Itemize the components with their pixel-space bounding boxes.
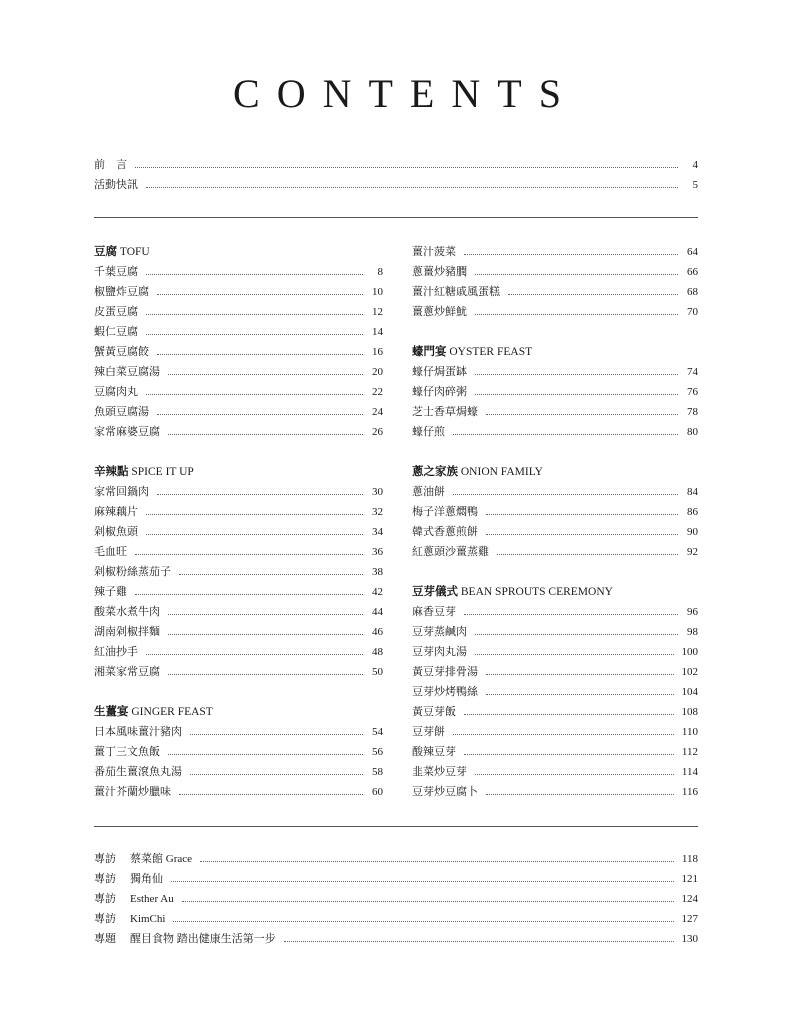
entry-page: 5 [692,179,698,191]
toc-entry[interactable] [94,175,698,195]
toc-entry[interactable] [412,642,698,662]
entry-page: 78 [687,406,698,418]
dot-leader [475,393,678,395]
toc-entry[interactable] [412,382,698,402]
dot-leader [146,393,363,395]
toc-entry[interactable] [412,622,698,642]
entry-page: 70 [687,306,698,318]
entry-label: 活動快訊 [94,179,138,191]
dot-leader [146,333,363,335]
entry-label: 韓式香蔥煎餅 [412,526,478,538]
toc-entry[interactable] [94,342,383,362]
entry-label: 剁椒粉絲蒸茄子 [94,566,171,578]
interview-entry[interactable] [94,909,698,929]
dot-leader [157,293,363,295]
entry-label: 家常回鍋肉 [94,486,149,498]
entry-page: 34 [372,526,383,538]
toc-entry[interactable] [94,722,383,742]
entry-page: 80 [687,426,698,438]
section-heading-en: GINGER FEAST [131,706,213,718]
section-heading-en: ONION FAMILY [460,466,543,478]
section-heading-zh: 蠔門宴 [412,346,447,358]
entry-page: 36 [372,546,383,558]
entry-page: 4 [692,159,698,171]
entry-page: 46 [372,626,383,638]
dot-leader [475,633,678,635]
entry-label: 湖南剁椒拌麵 [94,626,160,638]
entry-page: 24 [372,406,383,418]
toc-entry[interactable] [412,282,698,302]
dot-leader [168,673,363,675]
dot-leader [453,433,678,435]
toc-entry[interactable] [412,302,698,322]
interview-entry[interactable] [94,889,698,909]
entry-page: 60 [372,786,383,798]
entry-page: 64 [687,246,698,258]
dot-leader [135,593,363,595]
dot-leader [168,433,363,435]
toc-entry[interactable] [94,622,383,642]
toc-entry[interactable] [412,722,698,742]
entry-label: 酸菜水煮牛肉 [94,606,160,618]
toc-entry[interactable] [94,662,383,682]
entry-page: 127 [681,913,698,925]
dot-leader [146,513,363,515]
entry-label: 梅子洋蔥燜鴨 [412,506,478,518]
dot-leader [486,673,674,675]
section-heading [94,702,383,722]
toc-entry[interactable] [94,542,383,562]
divider-top [94,217,698,218]
entry-label: 酸辣豆芽 [412,746,456,758]
entry-label: 麻香豆芽 [412,606,456,618]
section-heading [94,242,383,262]
entry-page: 22 [372,386,383,398]
toc-entry[interactable] [94,582,383,602]
dot-leader [168,753,363,755]
section-heading [412,342,698,362]
toc-entry[interactable] [94,742,383,762]
section-heading-en: SPICE IT UP [131,466,194,478]
toc-entry[interactable] [412,542,698,562]
entry-label: 豆芽炒豆腐卜 [412,786,478,798]
entry-label: 前 言 [94,159,127,171]
interview-prefix: 專訪 [94,853,116,865]
dot-leader [146,313,363,315]
toc-entry[interactable] [412,662,698,682]
entry-label: 紅油抄手 [94,646,138,658]
entry-page: 16 [372,346,383,358]
entry-label: 豆芽餅 [412,726,445,738]
interview-label [94,869,163,889]
entry-label: 千葉豆腐 [94,266,138,278]
entry-page: 110 [681,726,698,738]
entry-page: 48 [372,646,383,658]
entry-page: 90 [687,526,698,538]
dot-leader [168,373,363,375]
divider-bottom [94,826,698,827]
dot-leader [284,940,674,942]
toc-entry[interactable] [412,502,698,522]
dot-leader [464,713,674,715]
interview-prefix: 專訪 [94,873,116,885]
toc-entry[interactable] [94,402,383,422]
dot-leader [497,553,678,555]
dot-leader [135,553,363,555]
entry-page: 114 [681,766,698,778]
interview-entry[interactable] [94,869,698,889]
dot-leader [157,353,363,355]
toc-entry[interactable] [412,482,698,502]
dot-leader [475,653,674,655]
dot-leader [464,253,678,255]
interview-title: 獨角仙 [130,873,163,885]
entry-label: 蟹黃豆腐餃 [94,346,149,358]
entry-label: 蔥薑炒豬膶 [412,266,467,278]
entry-page: 130 [681,933,698,945]
toc-entry[interactable] [412,522,698,542]
entry-label: 豆腐肉丸 [94,386,138,398]
entry-label: 皮蛋豆腐 [94,306,138,318]
entry-page: 100 [681,646,698,658]
entry-page: 68 [687,286,698,298]
section-heading-zh: 豆芽儀式 [412,586,458,598]
toc-entry[interactable] [94,302,383,322]
toc-entry[interactable] [94,282,383,302]
toc-entry[interactable] [412,242,698,262]
dot-leader [190,733,363,735]
toc-entry[interactable] [94,782,383,802]
entry-page: 112 [681,746,698,758]
entry-page: 42 [372,586,383,598]
dot-leader [135,166,678,168]
entry-label: 豆芽肉丸湯 [412,646,467,658]
entry-page: 118 [681,853,698,865]
section-heading-en: OYSTER FEAST [449,346,533,358]
entry-page: 32 [372,506,383,518]
dot-leader [157,413,363,415]
toc-entry[interactable] [412,262,698,282]
entry-page: 86 [687,506,698,518]
entry-page: 12 [372,306,383,318]
interview-title: 蔡菜館 Grace [130,853,193,865]
entry-page: 102 [681,666,698,678]
entry-page: 50 [372,666,383,678]
dot-leader [200,860,674,862]
toc-entry[interactable] [94,155,698,175]
toc-entry[interactable] [412,702,698,722]
entry-label: 薑汁菠菜 [412,246,456,258]
entry-label: 湘菜家常豆腐 [94,666,160,678]
dot-leader [157,493,363,495]
entry-page: 10 [372,286,383,298]
entry-label: 魚頭豆腐湯 [94,406,149,418]
entry-label: 豆芽蒸鹹肉 [412,626,467,638]
entry-page: 96 [687,606,698,618]
toc-entry[interactable] [94,362,383,382]
toc-entry[interactable] [94,322,383,342]
entry-page: 92 [687,546,698,558]
entry-label: 薑汁芥蘭炒臘味 [94,786,171,798]
dot-leader [453,493,678,495]
dot-leader [475,773,674,775]
entry-page: 98 [687,626,698,638]
toc-entry[interactable] [412,422,698,442]
entry-label: 辣白菜豆腐湯 [94,366,160,378]
toc-entry[interactable] [94,482,383,502]
toc-entry[interactable] [94,642,383,662]
dot-leader [168,633,363,635]
dot-leader [179,793,363,795]
entry-page: 8 [377,266,383,278]
entry-label: 毛血旺 [94,546,127,558]
section-heading [412,462,698,482]
entry-page: 54 [372,726,383,738]
entry-page: 44 [372,606,383,618]
dot-leader [486,413,678,415]
section-heading [94,462,383,482]
dot-leader [146,186,678,188]
entry-label: 辣子雞 [94,586,127,598]
entry-page: 121 [681,873,698,885]
entry-page: 74 [687,366,698,378]
interview-label [94,909,165,929]
entry-page: 116 [681,786,698,798]
dot-leader [486,693,674,695]
interview-label [94,889,174,909]
entry-label: 椒鹽炸豆腐 [94,286,149,298]
entry-label: 黃豆芽排骨湯 [412,666,478,678]
section-heading-zh: 辛辣點 [94,466,129,478]
entry-page: 58 [372,766,383,778]
entry-label: 薑汁紅糖戚風蛋糕 [412,286,500,298]
entry-page: 76 [687,386,698,398]
entry-label: 日本風味薑汁豬肉 [94,726,182,738]
entry-page: 26 [372,426,383,438]
dot-leader [475,373,678,375]
toc-entry[interactable] [412,762,698,782]
section-heading-en: BEAN SPROUTS CEREMONY [460,586,613,598]
toc-entry[interactable] [94,522,383,542]
entry-label: 薑丁三文魚飯 [94,746,160,758]
entry-label: 芝士香草焗蠔 [412,406,478,418]
entry-label: 豆芽炒烤鴨絲 [412,686,478,698]
interview-prefix: 專訪 [94,893,116,905]
entry-label: 蠔仔焗蛋缽 [412,366,467,378]
interview-entry[interactable] [94,849,698,869]
interview-title: Esther Au [130,893,174,905]
toc-entry[interactable] [412,682,698,702]
entry-page: 108 [681,706,698,718]
interview-title: KimChi [130,913,166,925]
section-heading [412,582,698,602]
toc-entry[interactable] [412,402,698,422]
section-heading-zh: 豆腐 [94,246,117,258]
dot-leader [146,653,363,655]
entry-label: 蠔仔肉碎粥 [412,386,467,398]
entry-page: 84 [687,486,698,498]
interview-entry[interactable] [94,929,698,949]
interview-label [94,849,192,869]
toc-entry[interactable] [94,762,383,782]
entry-label: 蠔仔煎 [412,426,445,438]
dot-leader [475,273,678,275]
dot-leader [486,533,678,535]
interview-prefix: 專訪 [94,913,116,925]
section-heading-zh: 蔥之家族 [412,466,458,478]
dot-leader [146,533,363,535]
entry-page: 14 [372,326,383,338]
entry-page: 124 [681,893,698,905]
entry-label: 黃豆芽飯 [412,706,456,718]
entry-label: 麻辣藕片 [94,506,138,518]
dot-leader [486,793,674,795]
dot-leader [453,733,674,735]
entry-label: 薑蔥炒鮮魷 [412,306,467,318]
dot-leader [173,920,673,922]
dot-leader [182,900,674,902]
entry-label: 番茄生薑滾魚丸湯 [94,766,182,778]
section-heading-zh: 生薑宴 [94,706,129,718]
dot-leader [508,293,678,295]
toc-entry[interactable] [94,562,383,582]
entry-label: 韭菜炒豆芽 [412,766,467,778]
entry-label: 紅蔥頭沙薑蒸雞 [412,546,489,558]
dot-leader [146,273,363,275]
dot-leader [190,773,363,775]
entry-label: 家常麻婆豆腐 [94,426,160,438]
entry-page: 104 [681,686,698,698]
entry-page: 66 [687,266,698,278]
entry-label: 蝦仁豆腐 [94,326,138,338]
dot-leader [475,313,678,315]
toc-entry[interactable] [94,422,383,442]
dot-leader [179,573,363,575]
entry-page: 56 [372,746,383,758]
dot-leader [464,753,674,755]
page-title: CONTENTS [233,71,578,116]
toc-entry[interactable] [94,262,383,282]
entry-label: 蔥油餅 [412,486,445,498]
dot-leader [464,613,678,615]
dot-leader [171,880,674,882]
toc-entry[interactable] [412,602,698,622]
toc-entry[interactable] [412,362,698,382]
interview-prefix: 專題 [94,933,116,945]
section-heading-en: TOFU [119,246,150,258]
entry-page: 30 [372,486,383,498]
toc-entry[interactable] [94,502,383,522]
toc-entry[interactable] [94,382,383,402]
entry-page: 38 [372,566,383,578]
dot-leader [486,513,678,515]
toc-entry[interactable] [412,742,698,762]
entry-label: 剁椒魚頭 [94,526,138,538]
interview-title: 醒目食物 踏出健康生活第一步 [130,933,276,945]
interview-label [94,929,276,949]
entry-page: 20 [372,366,383,378]
toc-entry[interactable] [412,782,698,802]
dot-leader [168,613,363,615]
toc-entry[interactable] [94,602,383,622]
